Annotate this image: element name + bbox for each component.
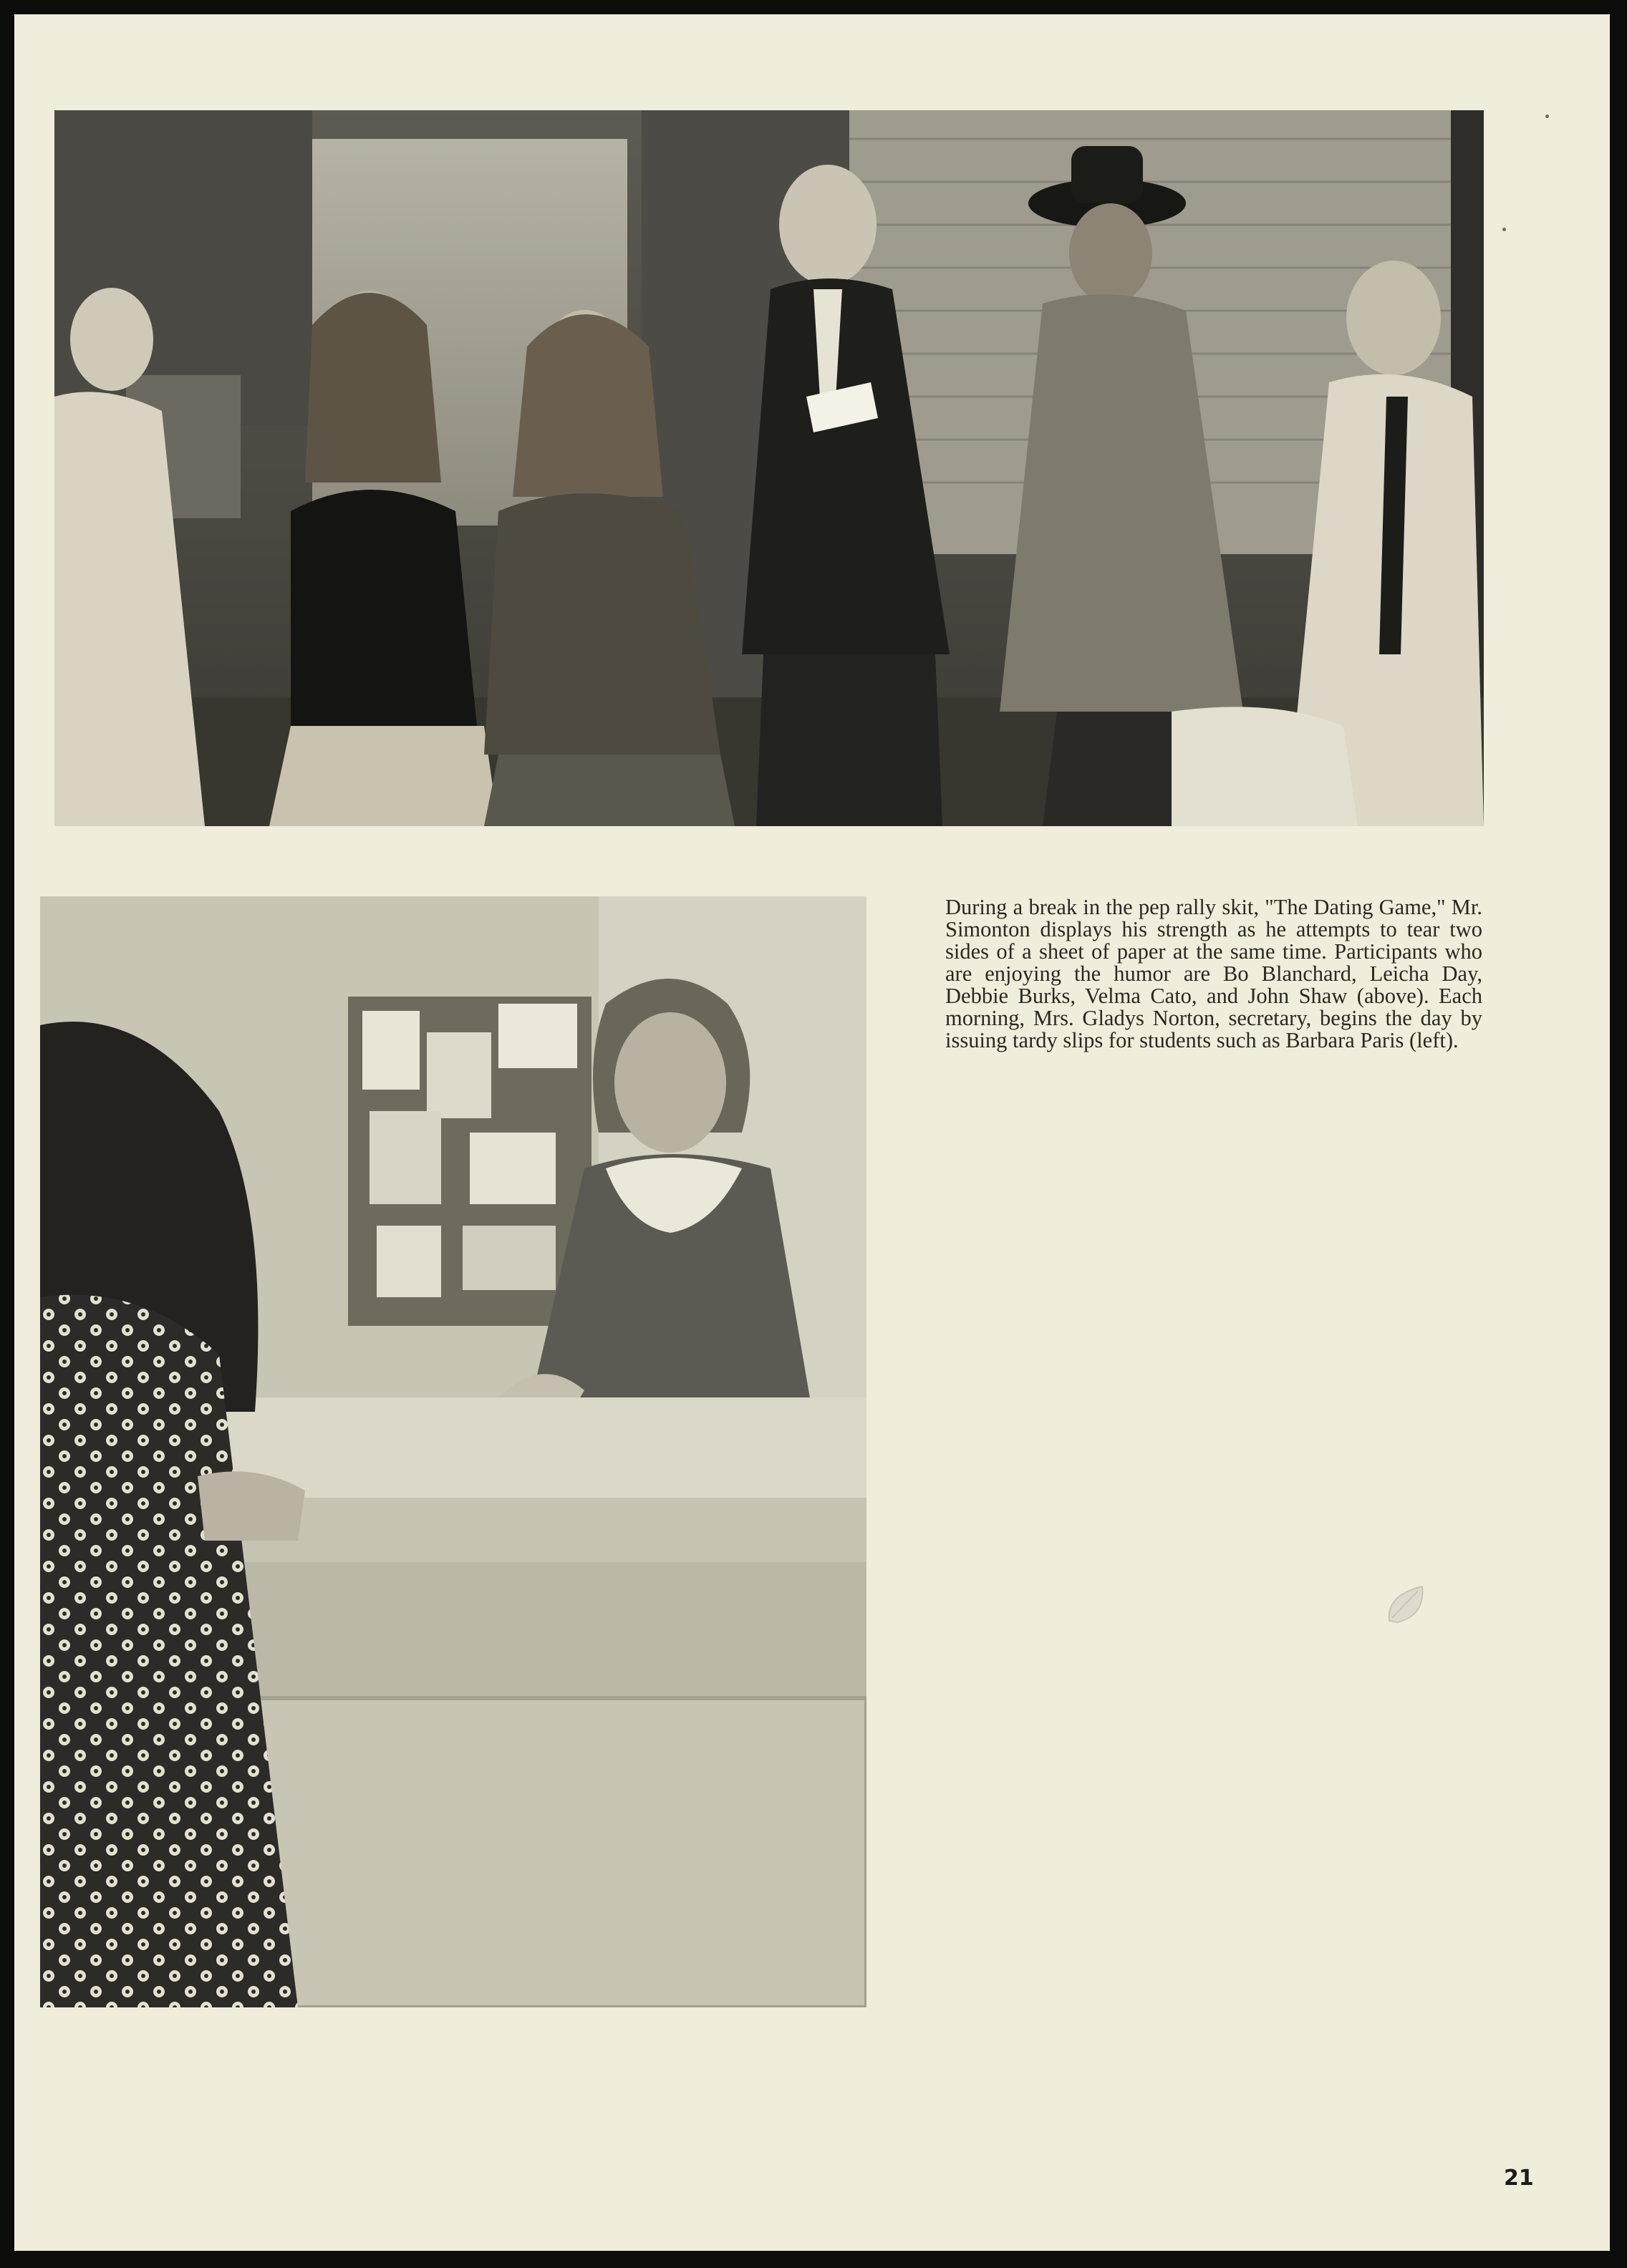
page-number: 21 [1504, 2166, 1534, 2191]
leaf-icon [1382, 1581, 1429, 1628]
photo-pep-rally-skit-icon [54, 110, 1484, 826]
paper-speck [1545, 115, 1549, 118]
secretary-office-photo [40, 896, 866, 2007]
yearbook-page [14, 14, 1610, 2251]
paper-speck [1502, 228, 1506, 231]
photo-caption: During a break in the pep rally skit, "The Dating Game," Mr. Simonton displays his strength as he attempts to tear two sides of a sheet of paper at the same time. Participants who are enjoying the humor are Bo Blanchard, Leicha Day, Debbie Burks, Velma Cato, and John Shaw (above). Each morning, Mrs. Gladys Norton, secretary, begins the day by issuing tardy slips for students such as Barbara Paris (left). [945, 895, 1482, 1052]
photo-secretary-office-icon [40, 896, 866, 2007]
pep-rally-skit-photo [54, 110, 1484, 826]
